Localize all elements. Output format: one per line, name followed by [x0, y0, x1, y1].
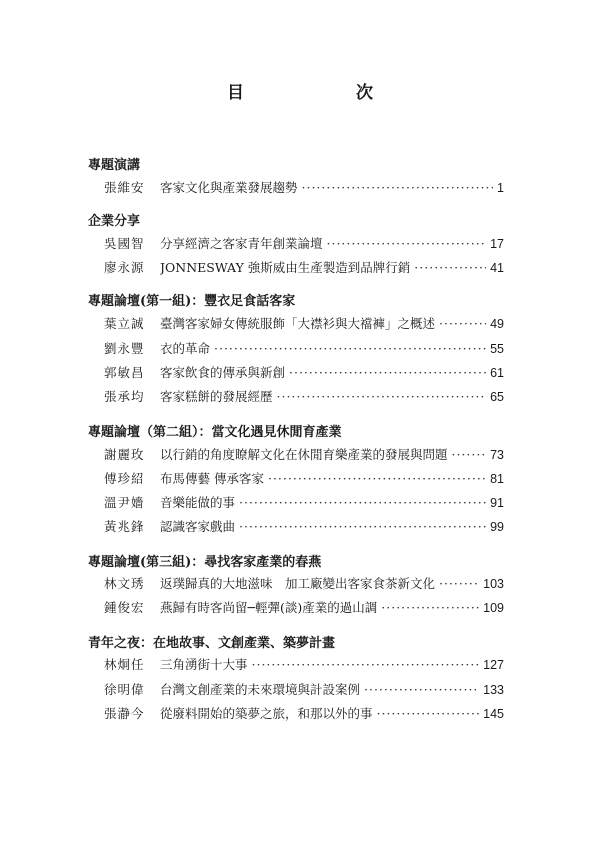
- entry-page-number: 103: [483, 577, 504, 591]
- toc-entry[interactable]: [104, 258, 504, 278]
- section-heading: 專題論壇(第一組)：豐衣足食話客家: [88, 294, 296, 309]
- entry-page-number: 145: [483, 707, 504, 721]
- entry-page-number: 99: [490, 520, 504, 534]
- entry-title: 客家飲食的傳承與新創: [160, 365, 286, 380]
- toc-entry[interactable]: [104, 445, 504, 465]
- entry-title: 返璞歸真的大地滋味 加工廠變出客家食茶新文化: [160, 576, 436, 591]
- leader-dots: [268, 471, 486, 486]
- toc-entry[interactable]: [104, 704, 504, 724]
- leader-dots: [302, 180, 494, 195]
- leader-dots: [239, 495, 486, 510]
- entry-page-number: 61: [490, 366, 504, 380]
- entry-author: 劉永豐: [104, 341, 145, 356]
- entry-author: 張瀞今: [104, 706, 145, 721]
- entry-page-number: 73: [490, 448, 504, 462]
- entry-page-number: 109: [483, 601, 504, 615]
- entry-author: 張維安: [104, 180, 145, 195]
- entry-author: 郭敏昌: [104, 365, 145, 380]
- toc-entry[interactable]: [104, 469, 504, 489]
- entry-title: 布馬傳藝 傳承客家: [160, 471, 264, 486]
- leader-dots: [452, 447, 487, 462]
- toc-entry[interactable]: [104, 574, 504, 594]
- section-heading: 專題論壇（第二組）：當文化遇見休閒育產業: [88, 425, 342, 440]
- leader-dots: [439, 316, 486, 331]
- leader-dots: [239, 519, 486, 534]
- section-heading: 企業分享: [88, 214, 141, 229]
- entry-title: JONNESWAY 強斯威由生產製造到品牌行銷: [160, 260, 411, 275]
- entry-title: 音樂能做的事: [160, 495, 236, 510]
- entry-author: 傅珍紹: [104, 471, 145, 486]
- entry-page-number: 1: [497, 181, 504, 195]
- entry-author: 鍾俊宏: [104, 600, 145, 615]
- entry-author: 廖永源: [104, 260, 145, 275]
- entry-author: 葉立誠: [104, 316, 145, 331]
- leader-dots: [252, 657, 480, 672]
- toc-entry[interactable]: [104, 680, 504, 700]
- entry-page-number: 17: [490, 237, 504, 251]
- leader-dots: [364, 682, 479, 697]
- entry-title: 客家文化與產業發展趨勢: [160, 180, 298, 195]
- toc-entry[interactable]: [104, 598, 504, 618]
- toc-entry[interactable]: [104, 655, 504, 675]
- entry-page-number: 91: [490, 496, 504, 510]
- leader-dots: [289, 365, 486, 380]
- entry-title: 燕歸有時客尚留─輕彈(談)產業的過山調: [160, 600, 378, 615]
- entry-title: 以行銷的角度瞭解文化在休閒育樂產業的發展與問題: [160, 447, 448, 462]
- leader-dots: [439, 576, 479, 591]
- leader-dots: [327, 236, 487, 251]
- toc-entry[interactable]: [104, 517, 504, 537]
- entry-author: 謝麗玫: [104, 447, 145, 462]
- toc-entry[interactable]: [104, 387, 504, 407]
- entry-page-number: 49: [490, 317, 504, 331]
- leader-dots: [414, 260, 486, 275]
- entry-title: 認識客家戲曲: [160, 519, 236, 534]
- toc-entry[interactable]: [104, 363, 504, 383]
- page-title: 目 次: [227, 83, 399, 103]
- entry-author: 林炯任: [104, 657, 145, 672]
- entry-author: 林文琇: [104, 576, 145, 591]
- entry-author: 徐明偉: [104, 682, 145, 697]
- entry-title: 台灣文創產業的未來環境與計設案例: [160, 682, 361, 697]
- section-heading: 青年之夜：在地故事、文創產業、築夢計畫: [88, 636, 336, 651]
- entry-title: 從廢料開始的築夢之旅，和那以外的事: [160, 706, 373, 721]
- toc-entry[interactable]: [104, 178, 504, 198]
- toc-entry[interactable]: [104, 234, 504, 254]
- entry-page-number: 133: [483, 683, 504, 697]
- toc-entry[interactable]: [104, 314, 504, 334]
- entry-title: 臺灣客家婦女傳統服飾「大襟衫與大襠褲」之概述: [160, 316, 436, 331]
- entry-page-number: 55: [490, 342, 504, 356]
- entry-page-number: 81: [490, 472, 504, 486]
- entry-author: 黃兆鋒: [104, 519, 145, 534]
- entry-title: 客家糕餅的發展經歷: [160, 389, 273, 404]
- section-heading: 專題論壇(第三組)：尋找客家產業的春燕: [88, 555, 322, 570]
- leader-dots: [377, 706, 480, 721]
- section-heading: 專題演講: [88, 158, 141, 173]
- entry-title: 三角湧街十大事: [160, 657, 248, 672]
- entry-author: 溫尹嬙: [104, 495, 145, 510]
- entry-title: 分享經濟之客家青年創業論壇: [160, 236, 323, 251]
- toc-entry[interactable]: [104, 339, 504, 359]
- toc-entry[interactable]: [104, 493, 504, 513]
- entry-title: 衣的革命: [160, 341, 211, 356]
- leader-dots: [214, 341, 486, 356]
- leader-dots: [277, 389, 487, 404]
- entry-page-number: 127: [483, 658, 504, 672]
- entry-page-number: 41: [490, 261, 504, 275]
- leader-dots: [381, 600, 479, 615]
- entry-page-number: 65: [490, 390, 504, 404]
- entry-author: 吳國智: [104, 236, 145, 251]
- entry-author: 張承均: [104, 389, 145, 404]
